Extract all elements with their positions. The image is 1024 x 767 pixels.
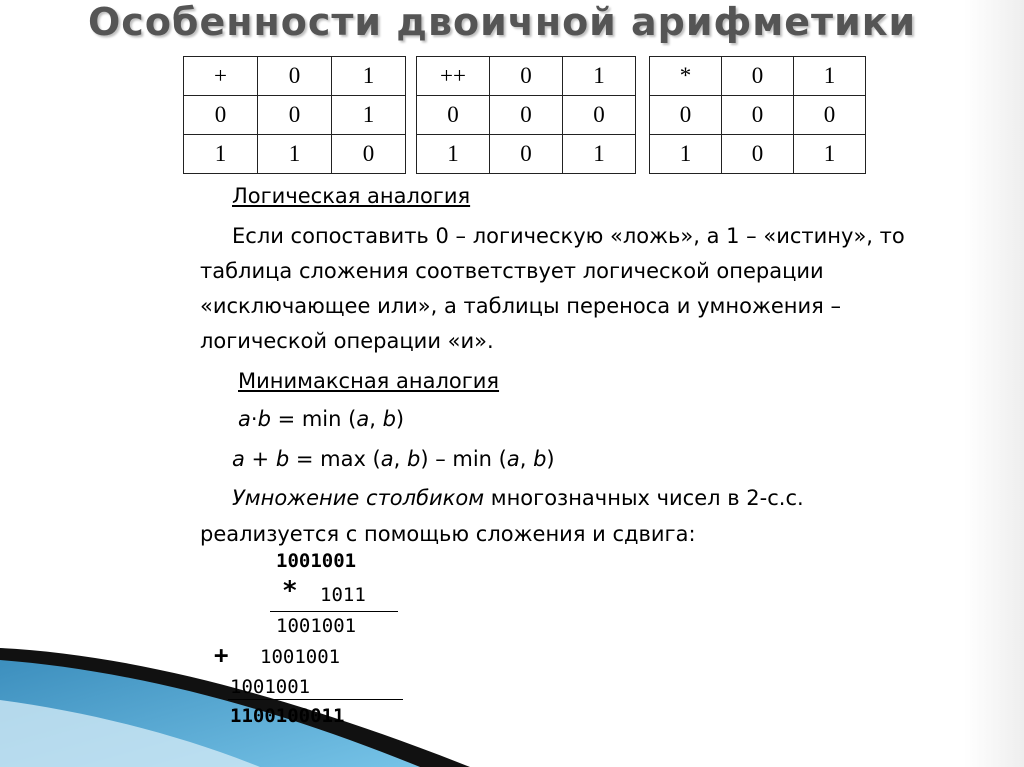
table-cell: 0 [722, 57, 794, 96]
table-row [417, 57, 636, 96]
minimax-analogy-heading: Минимаксная аналогия [238, 369, 500, 393]
table-cell: 1 [650, 135, 722, 174]
table-cell: 0 [490, 57, 563, 96]
table-row [417, 96, 636, 135]
table-cell: 1 [563, 57, 636, 96]
table-cell: 1 [563, 135, 636, 174]
result: 1100100011 [230, 705, 345, 727]
table-cell: 0 [650, 96, 722, 135]
table-cell: 0 [563, 96, 636, 135]
slide-title: Особенности двоичной арифметики [88, 0, 917, 44]
table-cell: 0 [794, 96, 866, 135]
table-cell: 0 [184, 96, 258, 135]
table-row [650, 135, 866, 174]
table-cell: 0 [332, 135, 406, 174]
table-cell: 0 [258, 57, 332, 96]
table-cell: 1 [417, 135, 490, 174]
logical-analogy-heading: Логическая аналогия [232, 184, 471, 208]
logical-analogy-line: «исключающее или», а таблицы переноса и умножения – [200, 294, 841, 318]
table-row [417, 135, 636, 174]
table-cell: 0 [722, 96, 794, 135]
addition-table [183, 56, 406, 174]
column-multiplication-intro-line2: реализуется с помощью сложения и сдвига: [200, 522, 696, 546]
multiplication-table [649, 56, 866, 174]
table-cell: 0 [490, 96, 563, 135]
table-cell: 0 [417, 96, 490, 135]
partial-product: 1001001 [276, 615, 357, 637]
minimax-formula-sum: a + b = max (a, b) – min (a, b) [232, 447, 555, 471]
sum-rule-line [228, 699, 403, 700]
logical-analogy-line: логической операции «и». [200, 329, 494, 353]
table-cell: * [650, 57, 722, 96]
times-sign: * [282, 576, 298, 606]
multiplicand: 1001001 [276, 550, 357, 572]
minimax-formula-min: a·b = min (a, b) [238, 407, 405, 431]
table-cell: 1 [332, 57, 406, 96]
table-cell: 0 [490, 135, 563, 174]
table-cell: 1 [794, 57, 866, 96]
table-row [184, 57, 406, 96]
table-cell: ++ [417, 57, 490, 96]
table-row [650, 57, 866, 96]
right-edge-fade [964, 0, 1024, 767]
table-cell: 1 [794, 135, 866, 174]
table-cell: 1 [184, 135, 258, 174]
plus-sign: + [214, 641, 229, 669]
table-cell: 0 [722, 135, 794, 174]
table-cell: 1 [332, 96, 406, 135]
logical-analogy-line: Если сопоставить 0 – логическую «ложь», а 1 – «истину», то [232, 224, 905, 248]
partial-product: 1001001 [230, 676, 311, 698]
table-cell: + [184, 57, 258, 96]
multiplier: 1011 [320, 584, 366, 606]
product-rule-line [270, 611, 398, 612]
logical-analogy-line: таблица сложения соответствует логической операции [200, 259, 824, 283]
column-multiplication-intro: Умножение столбиком многозначных чисел в 2-с.с. [232, 486, 804, 510]
table-row [184, 96, 406, 135]
carry-table [416, 56, 636, 174]
partial-product: 1001001 [260, 646, 341, 668]
table-cell: 1 [258, 135, 332, 174]
table-cell: 0 [258, 96, 332, 135]
table-row [184, 135, 406, 174]
table-row [650, 96, 866, 135]
